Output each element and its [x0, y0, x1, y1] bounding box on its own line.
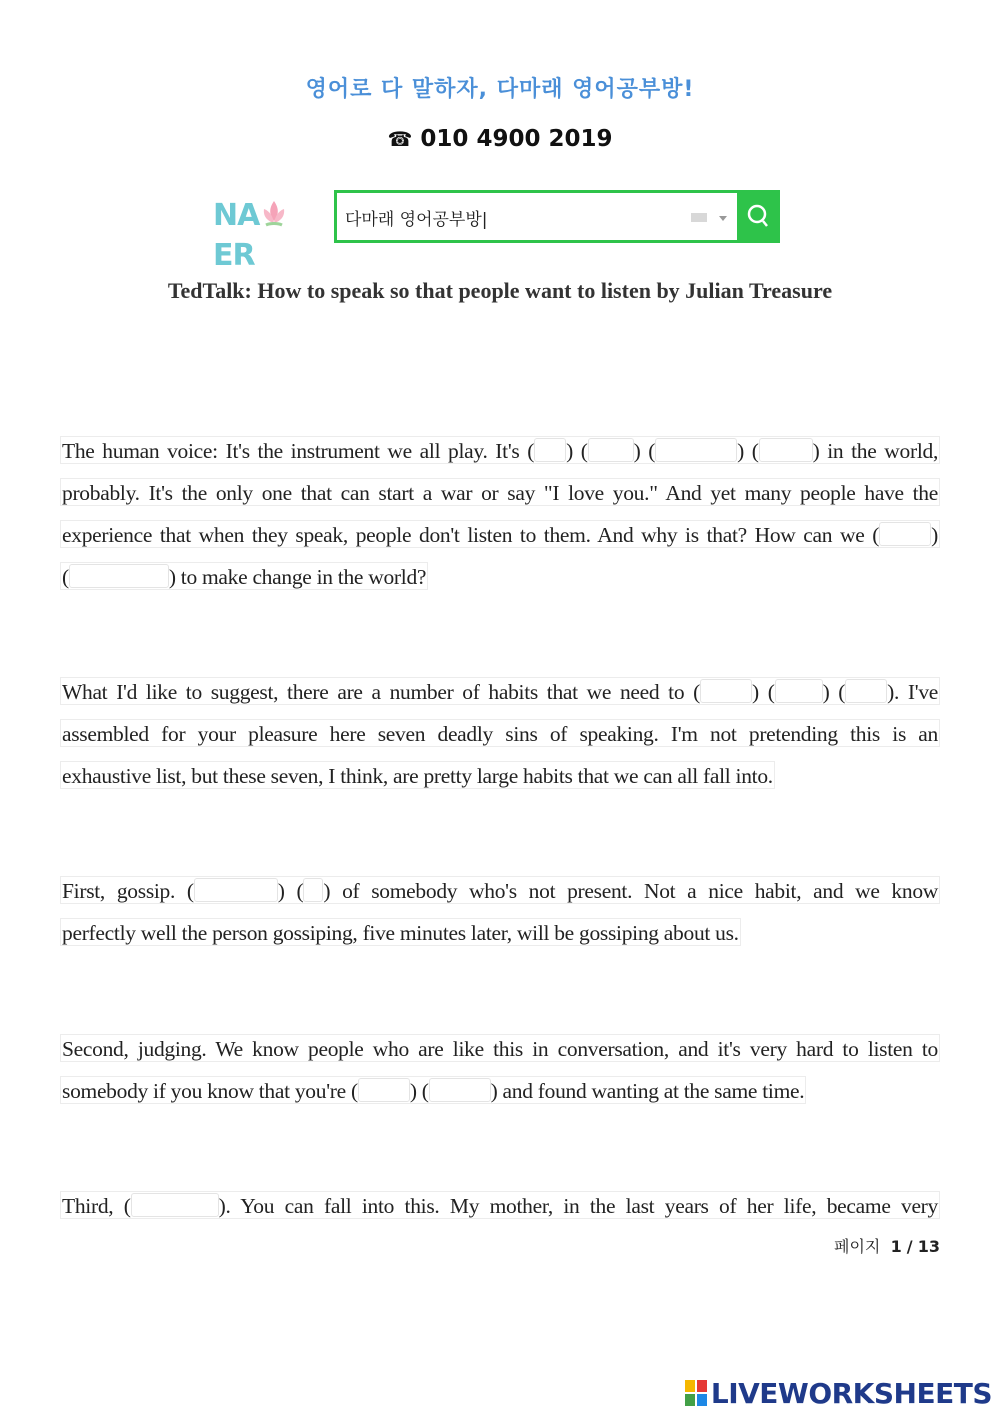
answer-blank[interactable] — [588, 438, 634, 462]
answer-blank[interactable] — [303, 878, 323, 902]
paragraph-3 — [60, 876, 940, 960]
text-line — [60, 1076, 806, 1104]
text-segment: ) ( — [566, 439, 588, 463]
text-line — [60, 562, 428, 590]
text-segment: ) to make change in the world? — [168, 565, 427, 589]
text-line: Second, judging. We know people who are like this in conversation, and it's very hard to listen to — [60, 1034, 940, 1062]
page-total: 13 — [917, 1237, 940, 1256]
liveworksheets-brand: LIVEWORKSHEETS — [710, 1377, 992, 1410]
answer-blank[interactable] — [358, 1078, 410, 1102]
answer-blank[interactable] — [845, 679, 887, 703]
answer-blank[interactable] — [879, 522, 931, 546]
slogan-heading: 영어로 다 말하자, 다마래 영어공부방! — [305, 77, 695, 102]
text-segment: ) ( — [822, 680, 846, 704]
text-segment: What I'd like to suggest, there are a number of habits that we need to ( — [62, 680, 700, 704]
search-input[interactable] — [345, 203, 675, 231]
answer-blank[interactable] — [534, 438, 566, 462]
answer-blank[interactable] — [775, 679, 823, 703]
text-segment: ) in the world, — [812, 439, 939, 463]
text-segment: ( — [62, 565, 69, 589]
chevron-down-icon[interactable] — [719, 216, 727, 221]
logo-text-left: NA — [213, 198, 260, 233]
text-line: exhaustive list, but these seven, I think, are pretty large habits that we can all fall into. — [60, 761, 775, 789]
text-line — [60, 436, 940, 464]
paragraph-2 — [60, 677, 940, 803]
page-current: 1 — [890, 1237, 902, 1256]
keyboard-icon[interactable] — [691, 213, 707, 222]
text-line: probably. It's the only one that can start a war or say "I love you." And yet many people have the — [60, 478, 940, 506]
paragraph-1 — [60, 436, 940, 604]
text-segment: ) and found wanting at the same time. — [490, 1079, 805, 1103]
text-line — [60, 677, 940, 705]
answer-blank[interactable] — [429, 1078, 491, 1102]
text-segment: First, gossip. ( — [62, 879, 194, 903]
text-segment: ) ( — [409, 1079, 429, 1103]
text-segment: ) of somebody who's not present. Not a nice habit, and we know — [323, 879, 939, 903]
search-box — [334, 190, 780, 243]
text-segment: ). I've — [887, 680, 939, 704]
answer-blank[interactable] — [700, 679, 752, 703]
logo-text-right: ER — [213, 238, 255, 273]
text-line — [60, 1191, 940, 1219]
text-segment: The human voice: It's the instrument we all play. It's ( — [62, 439, 535, 463]
text-segment: ) — [931, 523, 938, 547]
paragraph-4 — [60, 1034, 940, 1118]
phone-number: 010 4900 2019 — [420, 126, 613, 152]
text-segment: somebody if you know that you're ( — [62, 1079, 358, 1103]
search-button[interactable] — [737, 190, 780, 243]
text-segment: ) ( — [737, 439, 759, 463]
page-label: 페이지 — [834, 1237, 881, 1256]
answer-blank[interactable] — [655, 438, 737, 462]
search-icon — [746, 203, 770, 229]
answer-blank[interactable] — [131, 1193, 219, 1217]
text-line — [60, 520, 940, 548]
text-segment: ) ( — [752, 680, 775, 704]
text-segment: Third, ( — [62, 1194, 131, 1218]
answer-blank[interactable] — [69, 564, 169, 588]
answer-blank[interactable] — [194, 878, 278, 902]
text-line: assembled for your pleasure here seven deadly sins of speaking. I'm not pretending this is an — [60, 719, 940, 747]
worksheet-title: TedTalk: How to speak so that people want to listen by Julian Treasure — [167, 278, 833, 303]
text-line — [60, 876, 940, 904]
paragraph-5 — [60, 1191, 940, 1233]
text-segment: ). You can fall into this. My mother, in the last years of her life, became very — [218, 1194, 938, 1218]
phone-line — [0, 126, 1000, 152]
text-segment: ) ( — [633, 439, 656, 463]
text-segment: experience that when they speak, people don't listen to them. And why is that? How can we ( — [62, 523, 880, 547]
liveworksheets-logo — [685, 1377, 992, 1410]
page-separator: / — [906, 1237, 913, 1256]
answer-blank[interactable] — [759, 438, 813, 462]
page-indicator — [834, 1234, 940, 1257]
text-line: perfectly well the person gossiping, five minutes later, will be gossiping about us. — [60, 918, 741, 946]
text-segment: ) ( — [277, 879, 304, 903]
liveworksheets-mark-icon — [685, 1380, 707, 1406]
naver-logo — [213, 196, 323, 273]
lotus-flower-icon — [260, 199, 288, 229]
telephone-icon: ☎ — [387, 127, 413, 151]
